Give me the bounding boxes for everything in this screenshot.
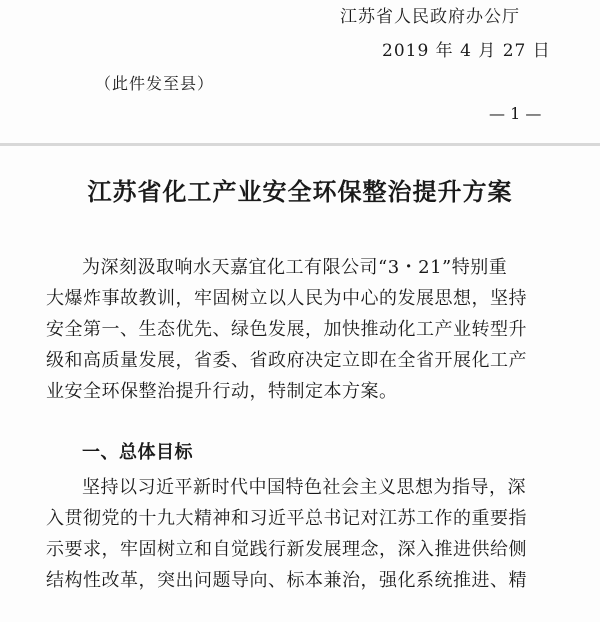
paragraph-line: 安全第一、生态优先、绿色发展，加快推动化工产业转型升 [46,319,527,340]
distribution-note: （此件发至县） [95,74,215,93]
paragraph-line: 结构性改革，突出问题导向、标本兼治，强化系统推进、精 [46,570,527,591]
paragraph-line: 为深刻汲取响水天嘉宜化工有限公司“3・21”特别重 [82,257,508,278]
document-title: 江苏省化工产业安全环保整治提升方案 [87,178,513,206]
page-number: — 1 — [489,104,542,123]
issuer-name: 江苏省人民政府办公厅 [340,7,520,27]
paragraph-line: 示要求，牢固树立和自觉践行新发展理念，深入推进供给侧 [46,539,527,560]
paragraph-line: 坚持以习近平新时代中国特色社会主义思想为指导，深 [82,477,526,498]
section-heading: 一、总体目标 [82,442,193,463]
paragraph-line: 业安全环保整治提升行动，特制定本方案。 [46,381,398,402]
paragraph-line: 级和高质量发展，省委、省政府决定立即在全省开展化工产 [46,350,527,371]
paragraph-line: 大爆炸事故教训，牢固树立以人民为中心的发展思想，坚持 [46,288,527,309]
paragraph-line: 入贯彻党的十九大精神和习近平总书记对江苏工作的重要指 [46,508,527,529]
issue-date: 2019 年 4 月 27 日 [382,41,551,61]
page-divider [0,143,600,146]
